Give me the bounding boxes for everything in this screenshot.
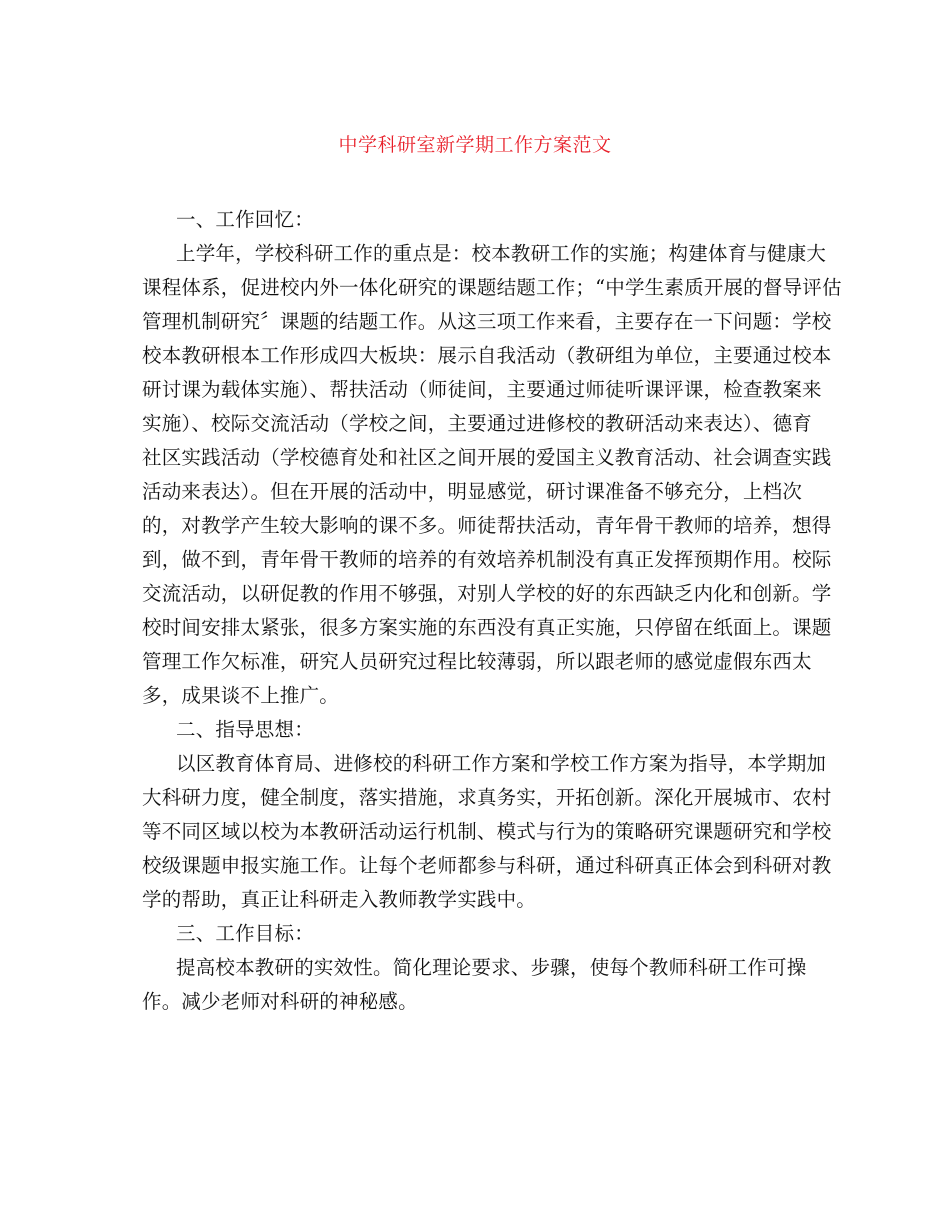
paragraph-line: 研讨课为载体实施）、帮扶活动（师徒间，主要通过师徒听课评课，检查教案来 (142, 378, 822, 401)
section-heading-work-goals: 三、工作目标： (176, 922, 314, 945)
paragraph-line: 校时间安排太紧张，很多方案实施的东西没有真正实施，只停留在纸面上。课题 (142, 616, 832, 639)
paragraph-line: 上学年，学校科研工作的重点是：校本教研工作的实施；构建体育与健康大 (176, 242, 827, 265)
paragraph-line: 等不同区域以校为本教研活动运行机制、模式与行为的策略研究课题研究和学校 (142, 820, 832, 843)
paragraph-line: 以区教育体育局、进修校的科研工作方案和学校工作方案为指导，本学期加 (176, 752, 827, 775)
paragraph-line: 作。减少老师对科研的神秘感。 (142, 990, 418, 1013)
paragraph-line: 校级课题申报实施工作。让每个老师都参与科研，通过科研真正体会到科研对教 (142, 854, 832, 877)
paragraph-line: 学的帮助，真正让科研走入教师教学实践中。 (142, 888, 537, 911)
paragraph-line: 到，做不到，青年骨干教师的培养的有效培养机制没有真正发挥预期作用。校际 (142, 548, 832, 571)
paragraph-line: 的，对教学产生较大影响的课不多。师徒帮扶活动，青年骨干教师的培养，想得 (142, 514, 832, 537)
paragraph-line: 实施）、校际交流活动（学校之间，主要通过进修校的教研活动来表达）、德育 (142, 412, 813, 435)
paragraph-line: 多，成果谈不上推广。 (142, 684, 340, 707)
section-heading-guiding-thought: 二、指导思想： (176, 718, 314, 741)
section-heading-review: 一、工作回忆： (176, 208, 314, 231)
paragraph-line: 交流活动，以研促教的作用不够强，对别人学校的好的东西缺乏内化和创新。学 (142, 582, 832, 605)
paragraph-line: 校本教研根本工作形成四大板块：展示自我活动（教研组为单位，主要通过校本 (142, 344, 832, 367)
paragraph-line: 管理机制研究〞课题的结题工作。从这三项工作来看，主要存在一下问题：学校 (142, 310, 832, 333)
paragraph-line: 管理工作欠标准，研究人员研究过程比较薄弱，所以跟老师的感觉虚假东西太 (142, 650, 812, 673)
paragraph-line: 活动来表达）。但在开展的活动中，明显感觉，研讨课准备不够充分，上档次 (142, 480, 803, 503)
paragraph-line: 大科研力度，健全制度，落实措施，求真务实，开拓创新。深化开展城市、农村 (142, 786, 832, 809)
document-title: 中学科研室新学期工作方案范文 (338, 134, 612, 156)
paragraph-line: 课程体系，促进校内外一体化研究的课题结题工作；“中学生素质开展的督导评估 (142, 276, 842, 299)
paragraph-line: 提高校本教研的实效性。简化理论要求、步骤，使每个教师科研工作可操 (176, 956, 807, 979)
paragraph-line: 社区实践活动（学校德育处和社区之间开展的爱国主义教育活动、社会调查实践 (142, 446, 832, 469)
